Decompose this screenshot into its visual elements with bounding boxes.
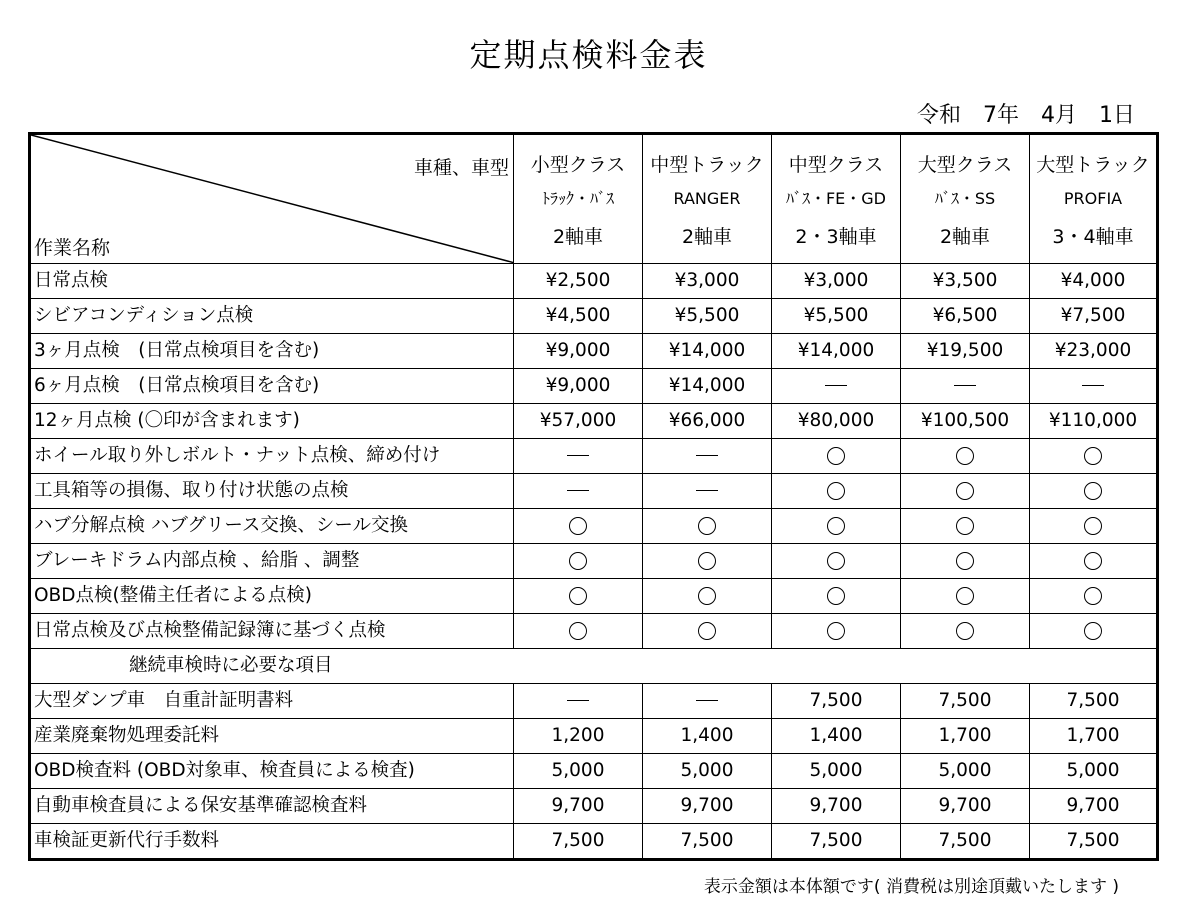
work-item-name: シビアコンディション点検 <box>30 299 514 334</box>
value-cell-col2 <box>643 439 772 474</box>
value-cell-col2 <box>643 299 772 334</box>
value-cell-col3 <box>772 299 901 334</box>
value-cell-col5 <box>1030 474 1158 509</box>
vehicle-class: 小型クラス <box>530 154 626 176</box>
table-row <box>30 369 1158 404</box>
axle-type: 2軸車 <box>552 226 604 248</box>
vehicle-model: ﾄﾗｯｸ・ﾊﾞｽ <box>541 189 614 208</box>
value-cell-col5 <box>1030 404 1158 439</box>
value-cell-col5 <box>1030 264 1158 299</box>
included-circle-icon <box>827 517 845 535</box>
vehicle-type-label: 車種、車型 <box>413 157 509 179</box>
value-cell-col4 <box>901 474 1030 509</box>
price-value: 7,500 <box>1066 829 1120 851</box>
included-circle-icon <box>569 587 587 605</box>
price-value: ¥66,000 <box>668 409 746 431</box>
price-value: ¥9,000 <box>545 374 611 396</box>
included-circle-icon <box>698 552 716 570</box>
page-title: 定期点検料金表 <box>469 36 708 74</box>
value-cell-col4 <box>901 719 1030 754</box>
included-circle-icon <box>1084 517 1102 535</box>
price-value: 7,500 <box>809 689 863 711</box>
table-row <box>30 544 1158 579</box>
value-cell-col4 <box>901 509 1030 544</box>
price-value: ¥2,500 <box>545 269 611 291</box>
value-cell-col1 <box>514 474 643 509</box>
value-cell-col5 <box>1030 544 1158 579</box>
work-item-name: 6ヶ月点検 (日常点検項目を含む) <box>30 369 514 404</box>
not-applicable-dash <box>567 455 589 456</box>
price-value: 9,700 <box>809 794 863 816</box>
value-cell-col2 <box>643 264 772 299</box>
table-row <box>30 789 1158 824</box>
value-cell-col2 <box>643 334 772 369</box>
price-value: ¥7,500 <box>1060 304 1126 326</box>
price-value: ¥23,000 <box>1054 339 1132 361</box>
value-cell-col2 <box>643 369 772 404</box>
value-cell-col4 <box>901 754 1030 789</box>
work-item-name: 12ヶ月点検 (〇印が含まれます) <box>30 404 514 439</box>
vehicle-model: PROFIA <box>1063 189 1123 208</box>
value-cell-col2 <box>643 614 772 649</box>
price-value: ¥3,500 <box>932 269 998 291</box>
value-cell-col1 <box>514 439 643 474</box>
value-cell-col3 <box>772 789 901 824</box>
value-cell-col3 <box>772 719 901 754</box>
table-row <box>30 264 1158 299</box>
work-item-name: OBD点検(整備主任者による点検) <box>30 579 514 614</box>
table-row <box>30 474 1158 509</box>
vehicle-model: ﾊﾞｽ・SS <box>934 189 996 208</box>
value-cell-col4 <box>901 824 1030 860</box>
work-item-name: OBD検査料 (OBD対象車、検査員による検査) <box>30 754 514 789</box>
work-item-name: ホイール取り外しボルト・ナット点検、締め付け <box>30 439 514 474</box>
included-circle-icon <box>956 517 974 535</box>
table-row <box>30 299 1158 334</box>
value-cell-col1 <box>514 369 643 404</box>
value-cell-col1 <box>514 404 643 439</box>
value-cell-col1 <box>514 789 643 824</box>
included-circle-icon <box>827 552 845 570</box>
price-value: 7,500 <box>938 829 992 851</box>
work-name-label: 作業名称 <box>34 237 111 259</box>
price-value: 5,000 <box>551 759 605 781</box>
value-cell-col2 <box>643 579 772 614</box>
value-cell-col2 <box>643 684 772 719</box>
table-row <box>30 719 1158 754</box>
table-row <box>30 404 1158 439</box>
price-value: ¥100,500 <box>920 409 1010 431</box>
value-cell-col5 <box>1030 334 1158 369</box>
value-cell-col2 <box>643 474 772 509</box>
value-cell-col5 <box>1030 579 1158 614</box>
table-row <box>30 824 1158 860</box>
value-cell-col1 <box>514 509 643 544</box>
price-value: ¥5,500 <box>803 304 869 326</box>
not-applicable-dash <box>696 455 718 456</box>
value-cell-col4 <box>901 299 1030 334</box>
not-applicable-dash <box>1082 385 1104 386</box>
vehicle-model: ﾊﾞｽ・FE・GD <box>785 189 887 208</box>
included-circle-icon <box>956 482 974 500</box>
value-cell-col3 <box>772 614 901 649</box>
value-cell-col3 <box>772 439 901 474</box>
value-cell-col3 <box>772 369 901 404</box>
value-cell-col4 <box>901 544 1030 579</box>
value-cell-col4 <box>901 684 1030 719</box>
table-row <box>30 334 1158 369</box>
value-cell-col1 <box>514 614 643 649</box>
price-value: 9,700 <box>680 794 734 816</box>
price-value: 1,400 <box>680 724 734 746</box>
not-applicable-dash <box>696 700 718 701</box>
work-item-name: 3ヶ月点検 (日常点検項目を含む) <box>30 334 514 369</box>
value-cell-col4 <box>901 264 1030 299</box>
not-applicable-dash <box>954 385 976 386</box>
price-value: 9,700 <box>551 794 605 816</box>
value-cell-col4 <box>901 439 1030 474</box>
axle-type: 2軸車 <box>939 226 991 248</box>
price-value: 5,000 <box>938 759 992 781</box>
value-cell-col3 <box>772 404 901 439</box>
work-item-name: 日常点検及び点検整備記録簿に基づく点検 <box>30 614 514 649</box>
included-circle-icon <box>569 552 587 570</box>
price-value: 7,500 <box>551 829 605 851</box>
vehicle-class: 大型クラス <box>917 154 1013 176</box>
value-cell-col4 <box>901 789 1030 824</box>
work-item-name: 産業廃棄物処理委託料 <box>30 719 514 754</box>
value-cell-col5 <box>1030 719 1158 754</box>
value-cell-col4 <box>901 579 1030 614</box>
work-item-name: 日常点検 <box>30 264 514 299</box>
table-row <box>30 509 1158 544</box>
vehicle-column-header <box>1030 134 1158 264</box>
price-value: 7,500 <box>680 829 734 851</box>
value-cell-col3 <box>772 264 901 299</box>
value-cell-col2 <box>643 789 772 824</box>
value-cell-col5 <box>1030 369 1158 404</box>
value-cell-col2 <box>643 719 772 754</box>
included-circle-icon <box>1084 482 1102 500</box>
price-value: 7,500 <box>809 829 863 851</box>
price-value: 1,400 <box>809 724 863 746</box>
value-cell-col5 <box>1030 789 1158 824</box>
price-value: ¥9,000 <box>545 339 611 361</box>
tax-footnote: 表示金額は本体額です( 消費税は別途頂戴いたします ) <box>703 877 1119 897</box>
included-circle-icon <box>569 622 587 640</box>
axle-type: 2・3軸車 <box>795 226 877 248</box>
section-title: 継続車検時に必要な項目 <box>30 649 1158 684</box>
included-circle-icon <box>698 517 716 535</box>
price-value: 9,700 <box>1066 794 1120 816</box>
value-cell-col5 <box>1030 614 1158 649</box>
price-value: ¥110,000 <box>1048 409 1138 431</box>
table-row <box>30 684 1158 719</box>
included-circle-icon <box>1084 622 1102 640</box>
price-value: 7,500 <box>938 689 992 711</box>
vehicle-column-header <box>514 134 643 264</box>
value-cell-col5 <box>1030 299 1158 334</box>
not-applicable-dash <box>696 490 718 491</box>
value-cell-col5 <box>1030 684 1158 719</box>
value-cell-col5 <box>1030 509 1158 544</box>
price-value: ¥57,000 <box>539 409 617 431</box>
price-value: ¥3,000 <box>674 269 740 291</box>
price-value: ¥80,000 <box>797 409 875 431</box>
value-cell-col3 <box>772 579 901 614</box>
value-cell-col5 <box>1030 439 1158 474</box>
included-circle-icon <box>956 587 974 605</box>
value-cell-col3 <box>772 544 901 579</box>
axle-type: 2軸車 <box>681 226 733 248</box>
value-cell-col1 <box>514 544 643 579</box>
work-item-name: ブレーキドラム内部点検 、給脂 、調整 <box>30 544 514 579</box>
work-item-name: 自動車検査員による保安基準確認検査料 <box>30 789 514 824</box>
price-value: ¥4,500 <box>545 304 611 326</box>
not-applicable-dash <box>567 700 589 701</box>
value-cell-col1 <box>514 754 643 789</box>
value-cell-col3 <box>772 334 901 369</box>
not-applicable-dash <box>825 385 847 386</box>
price-value: ¥14,000 <box>797 339 875 361</box>
price-value: 7,500 <box>1066 689 1120 711</box>
value-cell-col5 <box>1030 824 1158 860</box>
value-cell-col4 <box>901 334 1030 369</box>
table-row <box>30 579 1158 614</box>
table-row <box>30 614 1158 649</box>
value-cell-col2 <box>643 824 772 860</box>
price-value: ¥14,000 <box>668 374 746 396</box>
price-value: 1,700 <box>1066 724 1120 746</box>
header-row <box>30 134 1158 264</box>
price-value: 5,000 <box>809 759 863 781</box>
price-value: 1,200 <box>551 724 605 746</box>
header-corner <box>30 134 514 264</box>
included-circle-icon <box>956 622 974 640</box>
table-row <box>30 439 1158 474</box>
value-cell-col3 <box>772 509 901 544</box>
axle-type: 3・4軸車 <box>1052 226 1134 248</box>
included-circle-icon <box>1084 587 1102 605</box>
value-cell-col2 <box>643 754 772 789</box>
included-circle-icon <box>827 622 845 640</box>
value-cell-col3 <box>772 474 901 509</box>
included-circle-icon <box>956 447 974 465</box>
fee-table-body <box>30 134 1158 860</box>
vehicle-class: 中型クラス <box>788 154 884 176</box>
included-circle-icon <box>698 587 716 605</box>
value-cell-col4 <box>901 404 1030 439</box>
price-value: ¥19,500 <box>926 339 1004 361</box>
work-item-name: 大型ダンプ車 自重計証明書料 <box>30 684 514 719</box>
work-item-name: 車検証更新代行手数料 <box>30 824 514 860</box>
included-circle-icon <box>698 622 716 640</box>
included-circle-icon <box>569 517 587 535</box>
section-row <box>30 649 1158 684</box>
price-value: 9,700 <box>938 794 992 816</box>
included-circle-icon <box>827 587 845 605</box>
not-applicable-dash <box>567 490 589 491</box>
value-cell-col4 <box>901 614 1030 649</box>
vehicle-column-header <box>901 134 1030 264</box>
value-cell-col2 <box>643 544 772 579</box>
table-row <box>30 754 1158 789</box>
value-cell-col3 <box>772 754 901 789</box>
value-cell-col1 <box>514 299 643 334</box>
vehicle-class: 中型トラック <box>650 154 764 176</box>
vehicle-column-header <box>643 134 772 264</box>
price-value: ¥3,000 <box>803 269 869 291</box>
value-cell-col2 <box>643 509 772 544</box>
vehicle-column-header <box>772 134 901 264</box>
value-cell-col4 <box>901 369 1030 404</box>
included-circle-icon <box>1084 552 1102 570</box>
price-value: ¥6,500 <box>932 304 998 326</box>
price-value: ¥14,000 <box>668 339 746 361</box>
price-value: 1,700 <box>938 724 992 746</box>
included-circle-icon <box>956 552 974 570</box>
value-cell-col1 <box>514 334 643 369</box>
price-value: ¥4,000 <box>1060 269 1126 291</box>
vehicle-model: RANGER <box>673 189 741 208</box>
included-circle-icon <box>1084 447 1102 465</box>
value-cell-col1 <box>514 684 643 719</box>
price-value: ¥5,500 <box>674 304 740 326</box>
fee-table <box>28 132 1159 861</box>
included-circle-icon <box>827 482 845 500</box>
included-circle-icon <box>827 447 845 465</box>
value-cell-col3 <box>772 684 901 719</box>
price-value: 5,000 <box>1066 759 1120 781</box>
value-cell-col5 <box>1030 754 1158 789</box>
vehicle-class: 大型トラック <box>1036 154 1150 176</box>
value-cell-col1 <box>514 719 643 754</box>
value-cell-col1 <box>514 824 643 860</box>
price-value: 5,000 <box>680 759 734 781</box>
issue-date: 令和 7年 4月 1日 <box>917 103 1135 128</box>
work-item-name: 工具箱等の損傷、取り付け状態の点検 <box>30 474 514 509</box>
value-cell-col3 <box>772 824 901 860</box>
value-cell-col2 <box>643 404 772 439</box>
value-cell-col1 <box>514 579 643 614</box>
work-item-name: ハブ分解点検 ハブグリース交換、シール交換 <box>30 509 514 544</box>
value-cell-col1 <box>514 264 643 299</box>
